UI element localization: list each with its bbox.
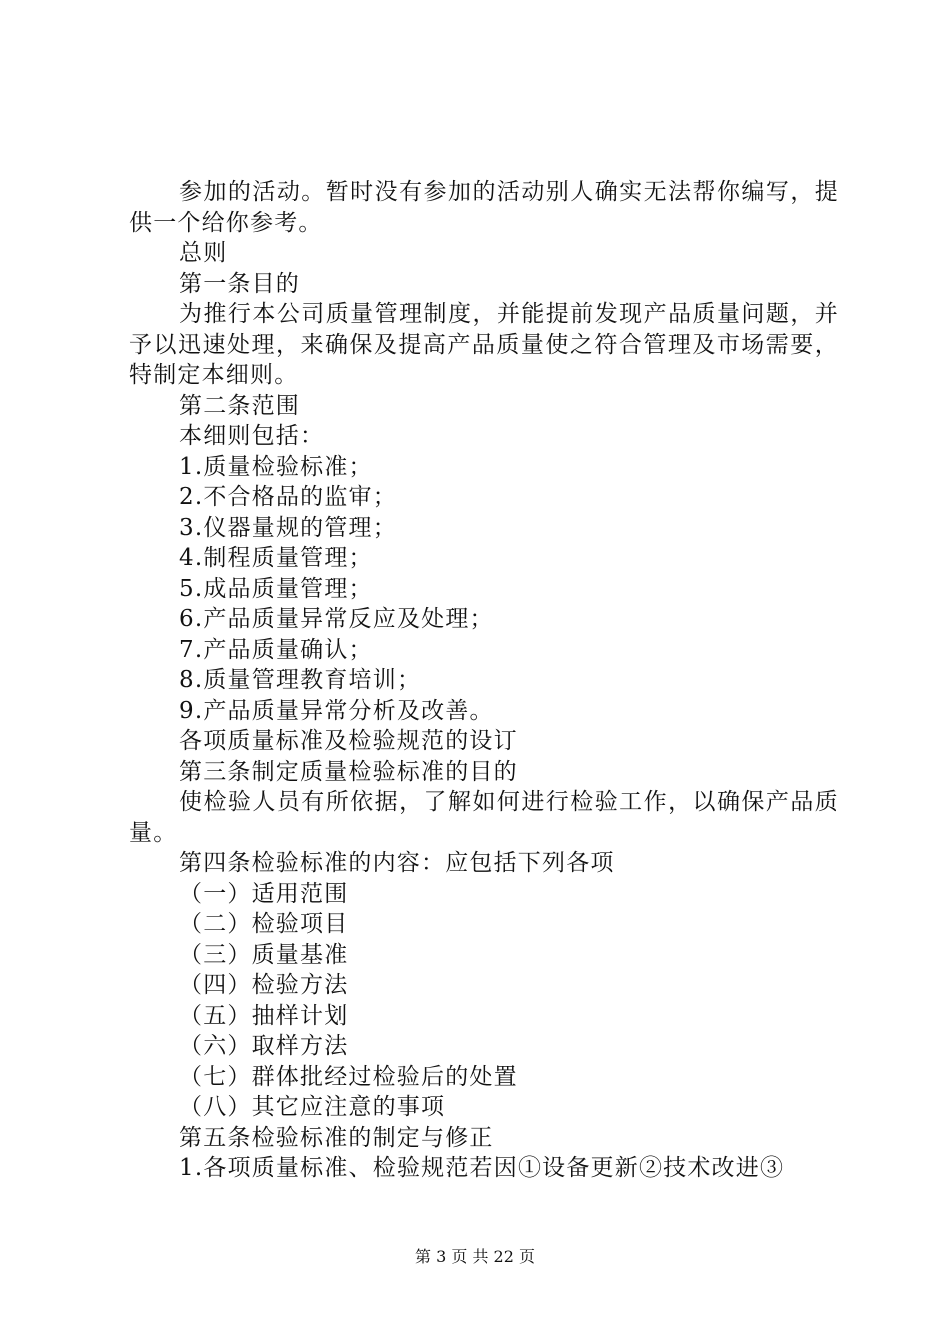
paragraph: （四）检验方法 xyxy=(179,972,349,998)
paragraph: 第二条范围 xyxy=(179,392,300,419)
paragraph: 7.产品质量确认； xyxy=(179,636,373,663)
paragraph: （二）检验项目 xyxy=(179,911,349,937)
paragraph: （五）抽样计划 xyxy=(179,1002,349,1029)
paragraph: 总则 xyxy=(179,240,228,266)
paragraph: 各项质量标准及检验规范的设订 xyxy=(179,728,518,754)
paragraph: 第四条检验标准的内容：应包括下列各项 xyxy=(179,850,615,876)
document-body xyxy=(129,177,839,1184)
paragraph: 3.仪器量规的管理； xyxy=(179,514,397,541)
paragraph: 2.不合格品的监审； xyxy=(179,484,397,510)
paragraph: 1.各项质量标准、检验规范若因①设备更新②技术改进③ xyxy=(179,1155,785,1181)
paragraph: （六）取样方法 xyxy=(179,1033,349,1059)
paragraph: 本细则包括： xyxy=(179,423,325,449)
page-number-footer: 第 3 页 共 22 页 xyxy=(415,1247,535,1266)
paragraph: 6.产品质量异常反应及处理； xyxy=(179,606,494,632)
paragraph: （七）群体批经过检验后的处置 xyxy=(179,1063,518,1090)
paragraph: （三）质量基准 xyxy=(179,941,349,968)
paragraph: 使检验人员有所依据，了解如何进行检验工作，以确保产品质量。 xyxy=(129,789,839,846)
paragraph: 参加的活动。暂时没有参加的活动别人确实无法帮你编写，提供一个给你参考。 xyxy=(129,179,839,236)
paragraph: 9.产品质量异常分析及改善。 xyxy=(179,697,494,724)
paragraph: 8.质量管理教育培训； xyxy=(179,667,422,693)
paragraph: （八）其它应注意的事项 xyxy=(179,1094,446,1120)
paragraph: 第五条检验标准的制定与修正 xyxy=(179,1124,494,1151)
paragraph: 第三条制定质量检验标准的目的 xyxy=(179,758,518,785)
paragraph: 为推行本公司质量管理制度，并能提前发现产品质量问题，并予以迅速处理，来确保及提高产品质量使之符合管理及市场需要，特制定本细则。 xyxy=(129,301,839,388)
paragraph: 5.成品质量管理； xyxy=(179,575,373,602)
paragraph: 4.制程质量管理； xyxy=(179,545,373,571)
paragraph: 第一条目的 xyxy=(179,270,300,297)
paragraph: 1.质量检验标准； xyxy=(179,453,373,480)
paragraph: （一）适用范围 xyxy=(179,880,349,907)
